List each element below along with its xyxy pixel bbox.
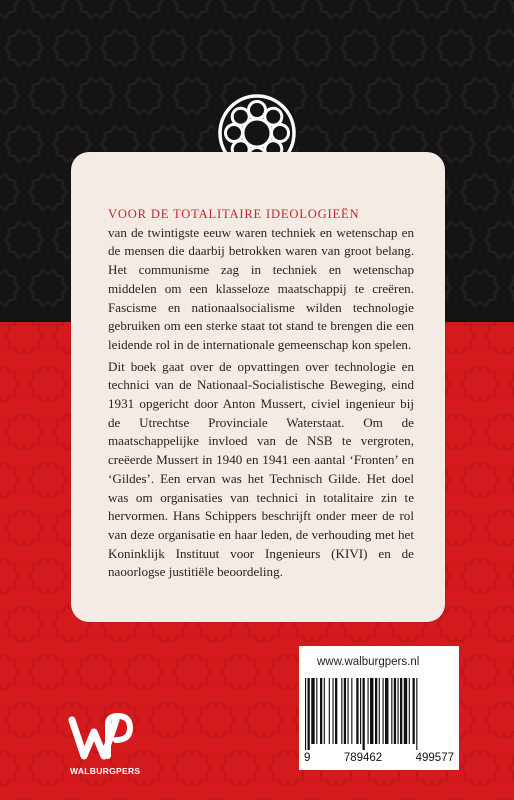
blurb-paragraph-2: Dit boek gaat over de opvattingen over technologie en technici van de Nationaal-Socialistische Beweging, eind 1931 opgericht door Anton Mussert, civiel ingenieur bij de Utrechtse Provinciale Waterstaat. Om de maatschappelijke invloed van de NSB te vergroten, creëerde Mussert in 1940 en 1941 een aantal ‘Fronten’ en ‘Gildes’. Een ervan was het Technisch Gilde. Het doel was om organisaties van technici in totalitaire zin te hervormen. Hans Schippers beschrijft onder meer de rol van deze organisatie en haar leden, de verhouding met het Koninklijk Instituut voor Ingenieurs (KIVI) en de naoorlogse justitiële beoordeling. bbox=[108, 358, 414, 580]
isbn-digit-group-1: 9 bbox=[304, 752, 311, 764]
blurb-text bbox=[108, 205, 414, 582]
isbn-digit-group-2: 789462 bbox=[343, 752, 383, 764]
blurb-heading: VOOR DE TOTALITAIRE IDEOLOGIEËN bbox=[108, 207, 360, 221]
publisher-name: WALBURGPERS bbox=[70, 766, 141, 776]
isbn-digit-group-3: 499577 bbox=[415, 752, 454, 764]
publisher-url: www.walburgpers.nl bbox=[317, 656, 420, 668]
walburgpers-wp-logo bbox=[68, 712, 134, 764]
isbn-digits bbox=[304, 752, 454, 764]
isbn-barcode bbox=[303, 678, 455, 750]
blurb-paragraph-1: van de twintigste eeuw waren techniek en wetenschap en de mensen die daarbij betrokken waren van groot belang. Het communisme zag in techniek en wetenschap middelen om een klasseloze maatschappij te creëren. Fascisme en nationaalsocialisme wilden technologie gebruiken om een sterke staat tot stand te brengen die een leidende rol in de internationale gemeenschap kon spelen. bbox=[108, 224, 414, 352]
